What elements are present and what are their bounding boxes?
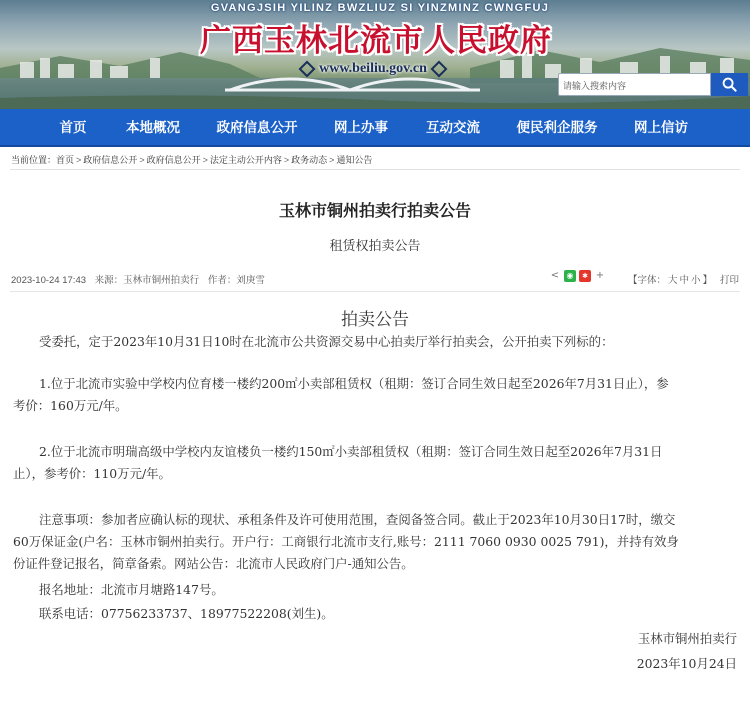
- weibo-share-icon[interactable]: ✱: [579, 270, 591, 282]
- print-link[interactable]: 打印: [720, 275, 740, 286]
- divider: [10, 291, 740, 292]
- nav-gov-info[interactable]: 政府信息公开: [216, 120, 298, 136]
- breadcrumb-separator: >: [202, 155, 208, 165]
- item-1-line: 考价：160万元/年。: [13, 398, 128, 413]
- font-size-control: [628, 272, 714, 286]
- nav-home[interactable]: 首页: [59, 120, 87, 136]
- notice-line: 注意事项：参加者应确认标的现状、承租条件及许可使用范围，查阅备签合同。截止于2023年10月30日17时，缴交: [39, 512, 676, 527]
- site-title-logo: 广西玉林北流市人民政府: [200, 23, 552, 59]
- author-label: 作者：: [207, 275, 237, 286]
- search-icon: [722, 77, 737, 92]
- signature-date: 2023年10月24日: [636, 656, 737, 671]
- nav-online-service[interactable]: 网上办事: [334, 120, 388, 136]
- article-title: 玉林市铜州拍卖行拍卖公告: [278, 201, 471, 220]
- address-line: 报名地址：北流市月塘路147号。: [39, 582, 224, 597]
- article-subtitle: 租赁权拍卖公告: [329, 239, 421, 254]
- breadcrumb-label: 当前位置：: [11, 155, 57, 165]
- breadcrumb-separator: >: [76, 155, 82, 165]
- site-url-row: [278, 59, 468, 79]
- item-2-paragraph: [13, 441, 741, 485]
- notice-line: 60万保证金(户名：玉林市铜州拍卖行。开户行：工商银行北流市支行,账号：2111 7060 0930 0025 791)，并持有效身: [13, 534, 679, 549]
- notice-paragraph: [13, 509, 741, 575]
- breadcrumb-item[interactable]: 政府信息公开: [146, 155, 201, 165]
- share-bar: [549, 270, 606, 282]
- signature: 玉林市铜州拍卖行: [637, 631, 737, 646]
- breadcrumb-item[interactable]: 政府信息公开: [83, 155, 138, 165]
- nav-convenience[interactable]: 便民利企服务: [516, 120, 598, 136]
- source-label: 来源：: [94, 275, 124, 286]
- breadcrumb-separator: >: [283, 155, 290, 165]
- item-2-line: 2.位于北流市明瑞高级中学校内友谊楼负一楼约150㎡小卖部租赁权（租期：签订合同生效日起至2026年7月31日: [39, 444, 663, 459]
- item-1-line: 1.位于北流市实验中学校内位育楼一楼约200㎡小卖部租赁权（租期：签订合同生效日起至2026年7月31日止），参: [39, 376, 669, 391]
- notice-heading: 拍卖公告: [341, 310, 409, 330]
- author-value: 刘庚雪: [236, 275, 265, 286]
- breadcrumb-item[interactable]: 首页: [56, 155, 75, 165]
- breadcrumb-separator: >: [139, 155, 145, 165]
- font-size-big[interactable]: 大: [668, 275, 678, 286]
- notice-line: 份证件登记报名，简章备索。网站公告：北流市人民政府门户-通知公告。: [13, 556, 414, 571]
- search-input[interactable]: 请输入搜索内容: [558, 73, 711, 96]
- site-pinyin-title: GVANGJSIH YILINZ BWZLIUZ SI YINZMINZ CWNGFUJ: [210, 2, 550, 14]
- source-value: 玉林市铜州拍卖行: [123, 275, 200, 286]
- publish-date: 2023-10-24 17:43: [11, 275, 87, 286]
- wechat-share-icon[interactable]: ◉: [564, 270, 576, 282]
- more-share-icon[interactable]: +: [595, 270, 605, 281]
- chinese-knot-icon: [430, 61, 447, 78]
- nav-overview[interactable]: 本地概况: [126, 120, 180, 136]
- article-meta: [11, 272, 271, 286]
- main-nav: [0, 109, 750, 147]
- breadcrumb-item[interactable]: 政务动态: [291, 155, 328, 165]
- font-size-label: 【字体：: [628, 275, 667, 286]
- site-url: www.beiliu.gov.cn: [319, 61, 427, 76]
- breadcrumb: [11, 153, 372, 167]
- breadcrumb-separator: >: [329, 155, 335, 165]
- breadcrumb-item[interactable]: 通知公告: [336, 155, 373, 165]
- font-size-mid[interactable]: 中: [679, 275, 690, 286]
- search-button[interactable]: [711, 73, 748, 96]
- intro-paragraph: 受委托，定于2023年10月31日10时在北流市公共资源交易中心拍卖厅举行拍卖会，公开拍卖下列标的：: [39, 334, 614, 349]
- phone-line: 联系电话：07756233737、18977522208(刘生)。: [39, 606, 334, 621]
- chinese-knot-icon: [299, 61, 316, 78]
- nav-interaction[interactable]: 互动交流: [426, 120, 480, 136]
- nav-petition[interactable]: 网上信访: [634, 120, 688, 136]
- breadcrumb-item[interactable]: 法定主动公开内容: [209, 155, 282, 165]
- item-1-paragraph: [13, 373, 741, 417]
- item-2-line: 止），参考价：110万元/年。: [13, 466, 171, 481]
- font-size-small[interactable]: 小: [691, 275, 701, 286]
- share-icon[interactable]: <: [550, 270, 560, 281]
- font-size-close: 】: [702, 275, 713, 286]
- divider: [10, 169, 740, 170]
